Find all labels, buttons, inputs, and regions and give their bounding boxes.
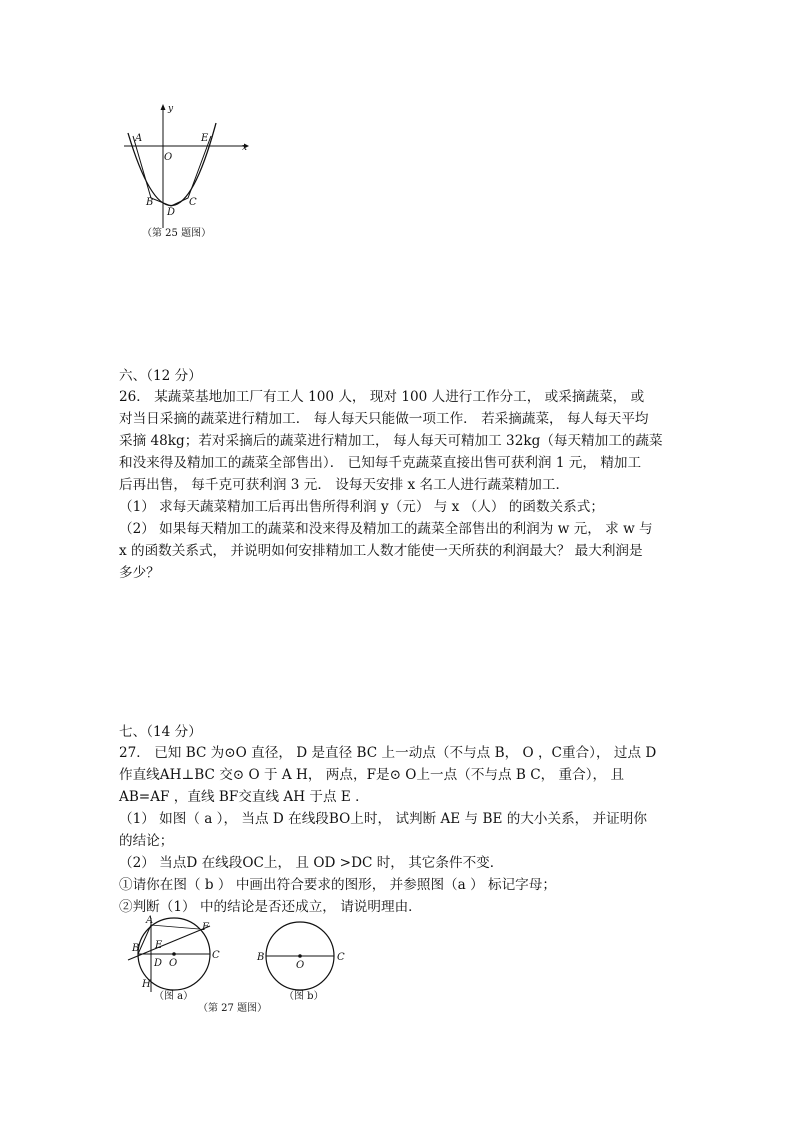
problem-26-line: x 的函数关系式， 并说明如何安排精加工人数才能使一天所获的利润最大？ 最大利润是: [119, 543, 643, 559]
label-b: B: [146, 197, 154, 208]
figure-27-caption: （第 27 题图）: [198, 1003, 268, 1014]
y-axis-arrow: [161, 104, 166, 110]
problem-27-part-1: （1） 如图（ a ）， 当点 D 在线段BO上时， 试判断 AE 与 BE 的大小关系， 并证明你: [119, 811, 647, 827]
problem-27-subpart-1: ①请你在图（ b ） 中画出符合要求的图形， 并参照图（a ） 标记字母；: [119, 877, 556, 893]
label-c: C: [212, 950, 220, 961]
caption-b: （图 b）: [284, 991, 324, 1002]
problem-26-line: 后再出售， 每千克可获利润 3 元． 设每天安排 x 名工人进行蔬菜精加工．: [119, 477, 570, 493]
figure-25-caption: （第 25 题图）: [142, 228, 212, 239]
label-d: D: [167, 207, 176, 218]
chord-ab: [138, 925, 151, 954]
label-d: D: [154, 958, 163, 969]
problem-27-line: 的结论；: [119, 833, 174, 849]
problem-26-line: 采摘 48kg；若对采摘后的蔬菜进行精加工， 每人每天可精加工 32kg（每天精加工的蔬菜: [119, 433, 663, 449]
problem-26-line: 26． 某蔬菜基地加工厂有工人 100 人， 现对 100 人进行工作分工， 或采摘蔬菜， 或: [119, 389, 645, 405]
problem-27-line: 27． 已知 BC 为⊙O 直径， D 是直径 BC 上一动点（不与点 B， O ，C重合）， 过点 D: [119, 745, 657, 761]
label-c: C: [189, 197, 197, 208]
label-a: A: [146, 915, 154, 926]
label-h: H: [142, 979, 151, 990]
label-o: O: [164, 152, 173, 163]
label-b: B: [257, 952, 265, 963]
chord-af: [151, 925, 199, 929]
label-e: E: [155, 940, 163, 951]
problem-26-line: 和没来得及精加工的蔬菜全部售出）． 已知每千克蔬菜直接出售可获利润 1 元， 精加工: [119, 455, 642, 471]
label-o: O: [296, 960, 305, 971]
label-a: A: [135, 133, 143, 144]
label-c: C: [337, 952, 345, 963]
caption-a: （图 a）: [154, 991, 194, 1002]
problem-26-part-1: （1） 求每天蔬菜精加工后再出售所得利润 y（元） 与 x （人） 的函数关系式；: [119, 499, 604, 515]
problem-27-part-2: （2） 当点D 在线段OC上， 且 OD >DC 时， 其它条件不变．: [119, 855, 504, 871]
problem-27-subpart-2: ②判断（1） 中的结论是否还成立， 请说明理由．: [119, 899, 422, 915]
problem-26-part-2: （2） 如果每天精加工的蔬菜和没来得及精加工的蔬菜全部售出的利润为 w 元， 求 w 与: [119, 521, 653, 537]
problem-27-line: AB=AF ，直线 BF交直线 AH 于点 E ．: [119, 789, 369, 805]
figure-27: [118, 912, 358, 1014]
label-b: B: [132, 943, 140, 954]
label-y: y: [168, 104, 174, 114]
center-o-b: [298, 954, 302, 958]
label-f: F: [202, 922, 209, 933]
problem-27-line: 作直线AH⊥BC 交⊙ O 于 A H， 两点，F是⊙ O上一点（不与点 B C， 重合）， 且: [119, 767, 625, 783]
figure-25: [118, 98, 253, 243]
section-7-heading: 七、（14 分）: [119, 724, 202, 740]
center-o-a: [172, 952, 176, 956]
label-x: x: [242, 143, 248, 153]
problem-26-line: 对当日采摘的蔬菜进行精加工． 每人每天只能做一项工作． 若采摘蔬菜， 每人每天平均: [119, 411, 649, 427]
label-o: O: [169, 958, 178, 969]
label-e: E: [201, 133, 209, 144]
problem-26-line: 多少？: [119, 565, 160, 581]
section-6-heading: 六、（12 分）: [119, 368, 202, 384]
